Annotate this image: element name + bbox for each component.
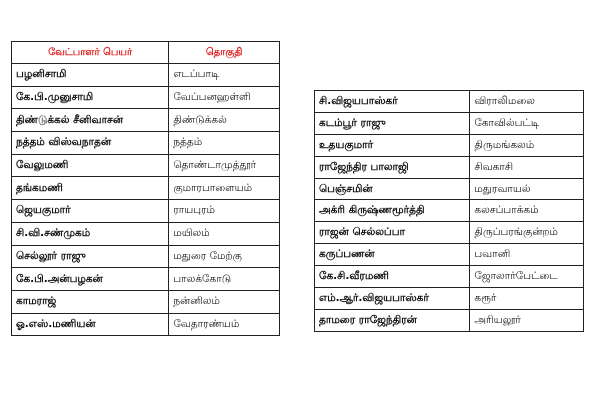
table-row	[12, 268, 280, 291]
table-row	[12, 154, 280, 177]
constituency: பாலக்கோடு	[169, 268, 280, 291]
constituency: கலசப்பாக்கம்	[470, 200, 584, 222]
constituency: எடப்பாடி	[169, 64, 280, 87]
candidates-table-right	[314, 90, 584, 332]
table-row	[315, 222, 584, 244]
candidate-name: வேலுமணி	[12, 154, 169, 177]
constituency: நன்னிலம்	[169, 290, 280, 313]
candidate-name: கே.சி.வீரமணி	[315, 266, 470, 288]
table-row	[12, 132, 280, 155]
table-row	[12, 109, 280, 132]
constituency: கரூர்	[470, 288, 584, 310]
table-row	[12, 222, 280, 245]
table-row	[315, 112, 584, 134]
candidates-table-left	[11, 41, 280, 336]
table-row	[12, 177, 280, 200]
constituency: மதுரை மேற்கு	[169, 245, 280, 268]
table-row	[12, 200, 280, 223]
table-row	[315, 200, 584, 222]
candidate-name: காமராஜ்	[12, 290, 169, 313]
candidate-name: எம்.ஆர்.விஜயபாஸ்கர்	[315, 288, 470, 310]
candidate-name: பழனிசாமி	[12, 64, 169, 87]
candidate-name: அக்ரி கிருஷ்ணமூர்த்தி	[315, 200, 470, 222]
constituency: மதுரவாயல்	[470, 178, 584, 200]
header-constituency: தொகுதி	[169, 42, 280, 64]
table-row	[315, 266, 584, 288]
table-row	[315, 244, 584, 266]
constituency: வேதாரண்யம்	[169, 313, 280, 336]
candidate-name: சி.விஜயபாஸ்கர்	[315, 91, 470, 113]
table-row	[12, 64, 280, 87]
constituency: கோவில்பட்டி	[470, 112, 584, 134]
candidate-name: உதயகுமார்	[315, 134, 470, 156]
constituency: திண்டுக்கல்	[169, 109, 280, 132]
constituency: விராலிமலை	[470, 91, 584, 113]
candidate-name: தாமரை ராஜேந்திரன்	[315, 309, 470, 331]
constituency: வேப்பனஹள்ளி	[169, 86, 280, 109]
candidate-name: நத்தம் விஸ்வநாதன்	[12, 132, 169, 155]
constituency: திருப்பரங்குன்றம்	[470, 222, 584, 244]
constituency: அரியலூர்	[470, 309, 584, 331]
constituency: சிவகாசி	[470, 156, 584, 178]
table-header-row	[12, 42, 280, 64]
candidate-name: தங்கமணி	[12, 177, 169, 200]
constituency: குமாரபாளையம்	[169, 177, 280, 200]
constituency: ஜோலார்பேட்டை	[470, 266, 584, 288]
candidate-name: ஓ.எஸ்.மணியன்	[12, 313, 169, 336]
candidate-name: செல்லூர் ராஜு	[12, 245, 169, 268]
candidate-name: ஜெயகுமார்	[12, 200, 169, 223]
candidate-name: ராஜன் செல்லப்பா	[315, 222, 470, 244]
candidate-name: கே.பி.முனுசாமி	[12, 86, 169, 109]
table-row	[315, 309, 584, 331]
constituency: பவானி	[470, 244, 584, 266]
table-row	[315, 91, 584, 113]
constituency: திருமங்கலம்	[470, 134, 584, 156]
constituency: நத்தம்	[169, 132, 280, 155]
candidate-name: சி.வி.சண்முகம்	[12, 222, 169, 245]
header-candidate-name: வேட்பாளர் பெயர்	[12, 42, 169, 64]
table-row	[12, 290, 280, 313]
table-row	[315, 178, 584, 200]
table-row	[12, 86, 280, 109]
constituency: தொண்டாமுத்தூர்	[169, 154, 280, 177]
table-row	[315, 134, 584, 156]
candidate-name: கருப்பணன்	[315, 244, 470, 266]
candidate-name: ராஜேந்திர பாலாஜி	[315, 156, 470, 178]
candidate-name: பெஞ்சமின்	[315, 178, 470, 200]
constituency: ராயபுரம்	[169, 200, 280, 223]
candidate-name: கடம்பூர் ராஜு	[315, 112, 470, 134]
candidate-name: திண்டுக்கல் சீனிவாசன்	[12, 109, 169, 132]
constituency: மயிலம்	[169, 222, 280, 245]
candidate-name: கே.பி.அன்பழகன்	[12, 268, 169, 291]
table-row	[315, 288, 584, 310]
table-row	[12, 313, 280, 336]
table-row	[315, 156, 584, 178]
table-row	[12, 245, 280, 268]
